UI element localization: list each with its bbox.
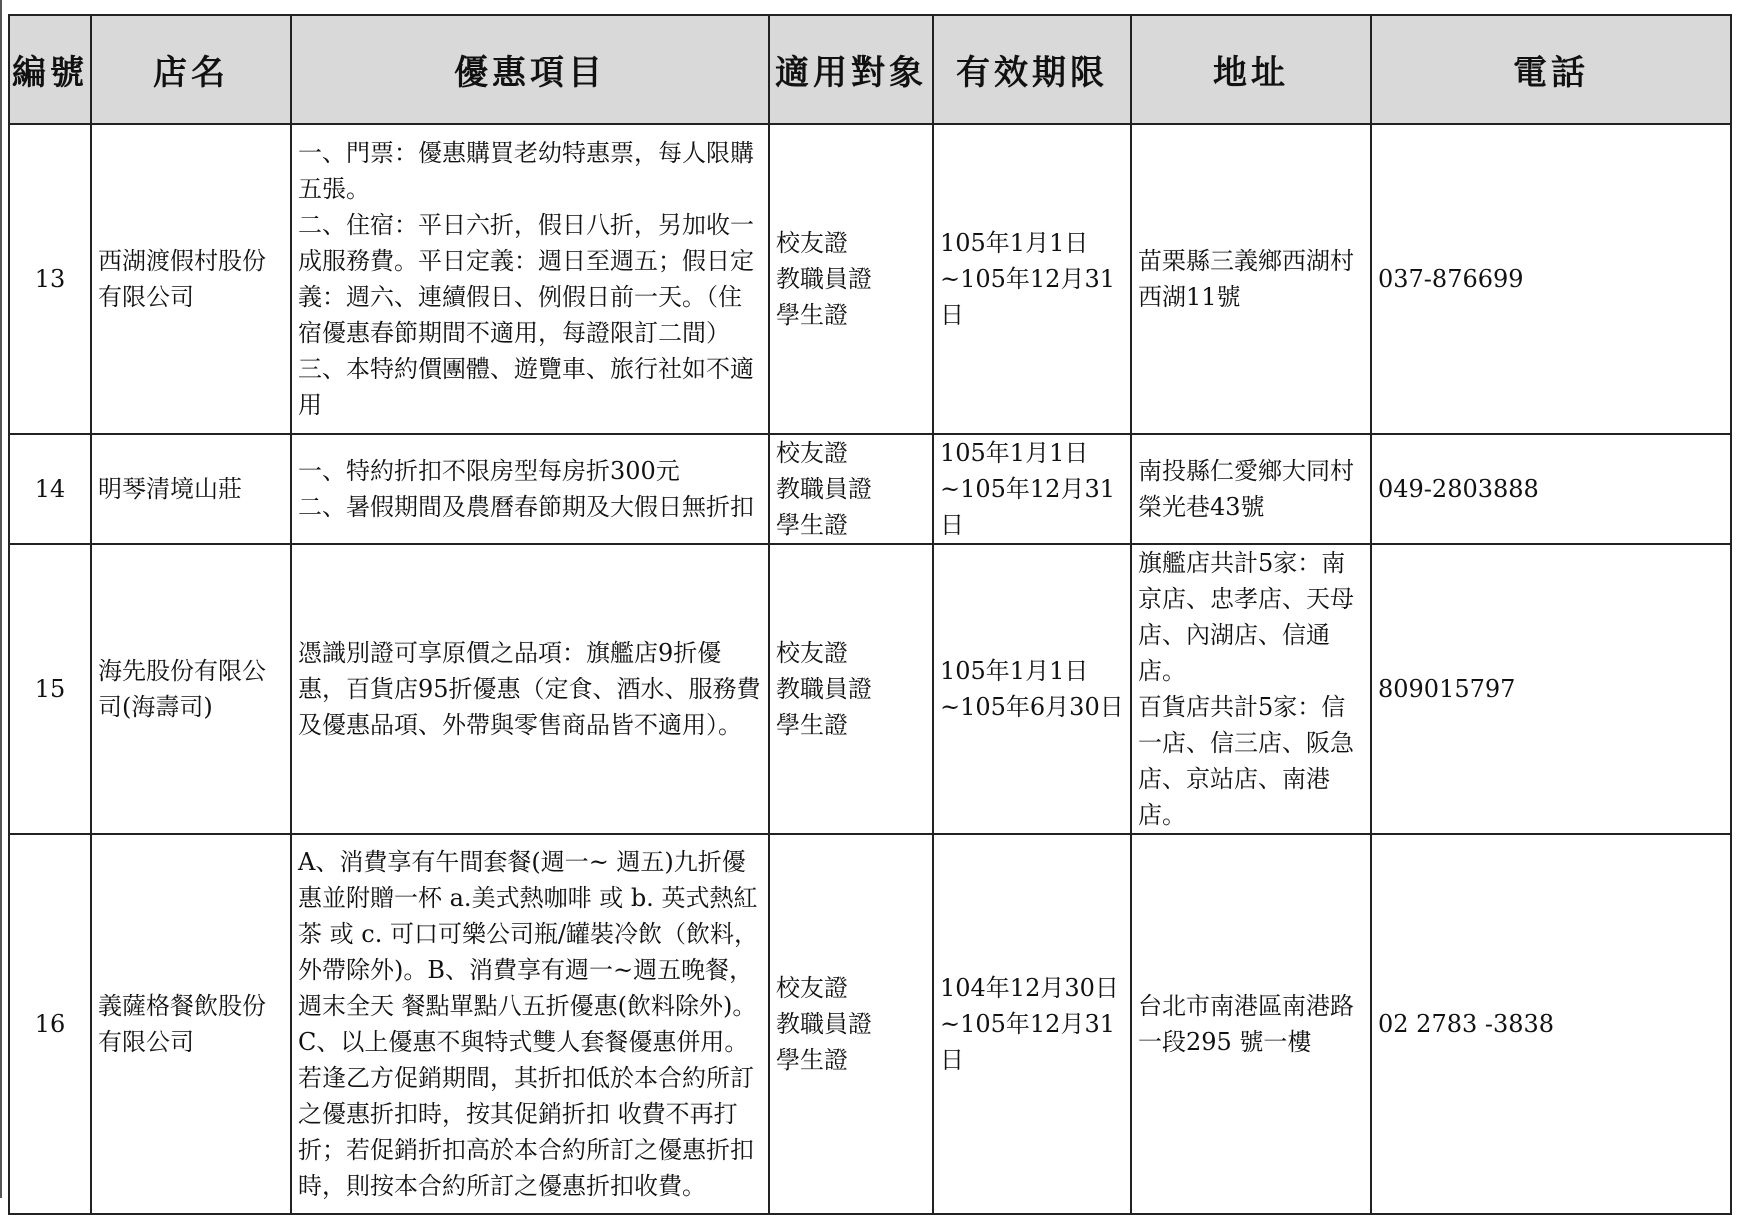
eligibility-line: 校友證 bbox=[776, 974, 848, 1002]
row-eligibility bbox=[769, 124, 933, 434]
header-items: 優惠項目 bbox=[291, 15, 769, 124]
eligibility-line: 教職員證 bbox=[776, 675, 872, 703]
row-eligibility bbox=[769, 834, 933, 1214]
eligibility-line: 校友證 bbox=[776, 439, 848, 467]
row-period bbox=[933, 834, 1131, 1214]
eligibility-line: 學生證 bbox=[776, 1046, 848, 1074]
discount-table bbox=[8, 14, 1732, 1215]
period-start: 105年1月1日 bbox=[940, 439, 1089, 467]
row-phone: 049-2803888 bbox=[1371, 434, 1731, 544]
row-name: 義薩格餐飲股份有限公司 bbox=[91, 834, 291, 1214]
row-no: 13 bbox=[9, 124, 91, 434]
header-row bbox=[9, 15, 1731, 124]
row-eligibility bbox=[769, 434, 933, 544]
period-start: 104年12月30日 bbox=[940, 974, 1119, 1002]
row-phone: 037-876699 bbox=[1371, 124, 1731, 434]
item-line: A、消費享有午間套餐(週一~ 週五)九折優惠並附贈一杯 a.美式熱咖啡 或 b. 英式熱紅茶 或 c. 可口可樂公司瓶/罐裝冷飲（飲料，外帶除外)。B、消費享有週一~週五晚餐，週末全天 餐點單點八五折優惠(飲料除外)。C、以上優惠不與特式雙人套餐優惠併用。若逢乙方促銷期間，其折扣低於本合約所訂之優惠折扣時，按其促銷折扣 收費不再打折；若促銷折扣高於本合約所訂之優惠折扣時，則按本合約所訂之優惠折扣收費。 bbox=[298, 848, 759, 1200]
period-end: ~105年12月31日 bbox=[940, 475, 1115, 539]
header-address: 地址 bbox=[1131, 15, 1371, 124]
address-line: 百貨店共計5家：信一店、信三店、阪急店、京站店、南港店。 bbox=[1138, 693, 1354, 829]
header-phone: 電話 bbox=[1371, 15, 1731, 124]
discount-table-sheet bbox=[8, 14, 1730, 1215]
row-items bbox=[291, 124, 769, 434]
period-start: 105年1月1日 bbox=[940, 657, 1089, 685]
table-row bbox=[9, 434, 1731, 544]
row-items bbox=[291, 834, 769, 1214]
address-line: 台北市南港區南港路一段295 號一樓 bbox=[1138, 992, 1354, 1056]
eligibility-line: 學生證 bbox=[776, 511, 848, 539]
item-line: 三、本特約價團體、遊覽車、旅行社如不適用 bbox=[298, 355, 754, 419]
table-row bbox=[9, 124, 1731, 434]
item-line: 憑識別證可享原價之品項：旗艦店9折優惠，百貨店95折優惠（定食、酒水、服務費及優惠品項、外帶與零售商品皆不適用）。 bbox=[298, 639, 761, 739]
header-eligibility: 適用對象 bbox=[769, 15, 933, 124]
eligibility-line: 學生證 bbox=[776, 711, 848, 739]
row-name: 西湖渡假村股份有限公司 bbox=[91, 124, 291, 434]
row-address bbox=[1131, 124, 1371, 434]
row-phone: 809015797 bbox=[1371, 544, 1731, 834]
table-row bbox=[9, 834, 1731, 1214]
row-no: 15 bbox=[9, 544, 91, 834]
item-line: 二、暑假期間及農曆春節期及大假日無折扣 bbox=[298, 493, 754, 521]
row-period bbox=[933, 544, 1131, 834]
row-address bbox=[1131, 544, 1371, 834]
eligibility-line: 教職員證 bbox=[776, 475, 872, 503]
item-line: 二、住宿：平日六折，假日八折，另加收一成服務費。平日定義：週日至週五；假日定義：週六、連續假日、例假日前一天。（住宿優惠春節期間不適用，每證限訂二間） bbox=[298, 211, 754, 347]
row-address bbox=[1131, 834, 1371, 1214]
row-phone: 02 2783 -3838 bbox=[1371, 834, 1731, 1214]
item-line: 一、門票：優惠購買老幼特惠票，每人限購五張。 bbox=[298, 139, 754, 203]
eligibility-line: 校友證 bbox=[776, 639, 848, 667]
header-name: 店名 bbox=[91, 15, 291, 124]
header-period: 有效期限 bbox=[933, 15, 1131, 124]
eligibility-line: 教職員證 bbox=[776, 1010, 872, 1038]
row-items bbox=[291, 434, 769, 544]
address-line: 苗栗縣三義鄉西湖村西湖11號 bbox=[1138, 247, 1354, 311]
eligibility-line: 學生證 bbox=[776, 301, 848, 329]
address-line: 南投縣仁愛鄉大同村榮光巷43號 bbox=[1138, 457, 1354, 521]
period-start: 105年1月1日 bbox=[940, 229, 1089, 257]
eligibility-line: 校友證 bbox=[776, 229, 848, 257]
period-end: ~105年12月31日 bbox=[940, 1010, 1115, 1074]
item-line: 一、特約折扣不限房型每房折300元 bbox=[298, 457, 680, 485]
table-row bbox=[9, 544, 1731, 834]
eligibility-line: 教職員證 bbox=[776, 265, 872, 293]
header-no: 編號 bbox=[9, 15, 91, 124]
row-period bbox=[933, 124, 1131, 434]
row-address bbox=[1131, 434, 1371, 544]
row-period bbox=[933, 434, 1131, 544]
row-name: 明琴清境山莊 bbox=[91, 434, 291, 544]
row-no: 16 bbox=[9, 834, 91, 1214]
scan-edge-left bbox=[0, 0, 2, 1198]
row-name: 海先股份有限公司(海壽司) bbox=[91, 544, 291, 834]
period-end: ~105年6月30日 bbox=[940, 693, 1124, 721]
address-line: 旗艦店共計5家：南京店、忠孝店、天母店、內湖店、信通店。 bbox=[1138, 549, 1354, 685]
row-items bbox=[291, 544, 769, 834]
period-end: ~105年12月31日 bbox=[940, 265, 1115, 329]
row-no: 14 bbox=[9, 434, 91, 544]
row-eligibility bbox=[769, 544, 933, 834]
